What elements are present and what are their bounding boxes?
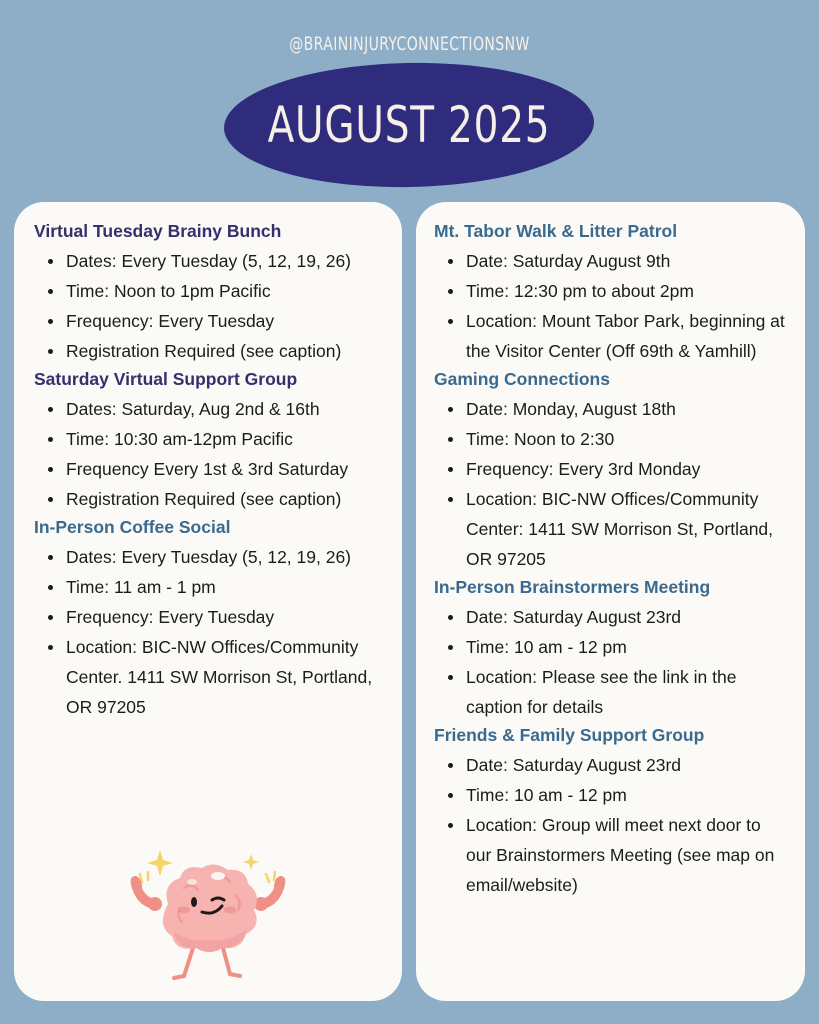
event-friends-family-support-group bbox=[434, 722, 787, 900]
event-gaming-connections bbox=[434, 366, 787, 574]
event-detail: Frequency Every 1st & 3rd Saturday bbox=[66, 454, 384, 484]
event-detail: Time: 11 am - 1 pm bbox=[66, 572, 384, 602]
event-detail: Location: BIC-NW Offices/Community Center: 1411 SW Morrison St, Portland, OR 97205 bbox=[466, 484, 787, 574]
social-handle: @BRAININJURYCONNECTIONSNW bbox=[289, 33, 530, 55]
event-details bbox=[34, 394, 384, 514]
event-detail: Time: 10 am - 12 pm bbox=[466, 632, 787, 662]
event-detail: Time: Noon to 1pm Pacific bbox=[66, 276, 384, 306]
event-detail: Dates: Every Tuesday (5, 12, 19, 26) bbox=[66, 246, 384, 276]
event-saturday-virtual-support-group bbox=[34, 366, 384, 514]
event-in-person-coffee-social bbox=[34, 514, 384, 722]
event-detail: Location: Please see the link in the caption for details bbox=[466, 662, 787, 722]
event-details bbox=[34, 246, 384, 366]
event-detail: Frequency: Every Tuesday bbox=[66, 306, 384, 336]
event-mt-tabor-walk bbox=[434, 218, 787, 366]
event-title: Mt. Tabor Walk & Litter Patrol bbox=[434, 221, 678, 241]
event-title: Saturday Virtual Support Group bbox=[34, 369, 298, 389]
event-details bbox=[434, 602, 787, 722]
event-detail: Date: Saturday August 23rd bbox=[466, 750, 787, 780]
event-details bbox=[34, 542, 384, 722]
event-detail: Time: 10 am - 12 pm bbox=[466, 780, 787, 810]
event-detail: Dates: Every Tuesday (5, 12, 19, 26) bbox=[66, 542, 384, 572]
event-detail: Location: BIC-NW Offices/Community Center. 1411 SW Morrison St, Portland, OR 97205 bbox=[66, 632, 384, 722]
event-title: In-Person Coffee Social bbox=[34, 517, 231, 537]
page-title: AUGUST 2025 bbox=[267, 96, 551, 154]
event-detail: Registration Required (see caption) bbox=[66, 484, 384, 514]
event-virtual-tuesday-brainy-bunch bbox=[34, 218, 384, 366]
event-detail: Registration Required (see caption) bbox=[66, 336, 384, 366]
event-detail: Frequency: Every 3rd Monday bbox=[466, 454, 787, 484]
flexing-brain-mascot-icon bbox=[118, 848, 298, 980]
event-detail: Date: Monday, August 18th bbox=[466, 394, 787, 424]
event-title: Friends & Family Support Group bbox=[434, 725, 705, 745]
event-details bbox=[434, 246, 787, 366]
event-detail: Dates: Saturday, Aug 2nd & 16th bbox=[66, 394, 384, 424]
event-detail: Time: 12:30 pm to about 2pm bbox=[466, 276, 787, 306]
event-title: Gaming Connections bbox=[434, 369, 610, 389]
event-detail: Date: Saturday August 9th bbox=[466, 246, 787, 276]
event-detail: Location: Group will meet next door to our Brainstormers Meeting (see map on email/website) bbox=[466, 810, 787, 900]
event-detail: Time: Noon to 2:30 bbox=[466, 424, 787, 454]
event-detail: Date: Saturday August 23rd bbox=[466, 602, 787, 632]
event-detail: Time: 10:30 am-12pm Pacific bbox=[66, 424, 384, 454]
right-event-card bbox=[416, 202, 805, 1001]
event-title: In-Person Brainstormers Meeting bbox=[434, 577, 711, 597]
event-details bbox=[434, 750, 787, 900]
event-details bbox=[434, 394, 787, 574]
event-brainstormers-meeting bbox=[434, 574, 787, 722]
event-detail: Frequency: Every Tuesday bbox=[66, 602, 384, 632]
event-detail: Location: Mount Tabor Park, beginning at the Visitor Center (Off 69th & Yamhill) bbox=[466, 306, 787, 366]
event-title: Virtual Tuesday Brainy Bunch bbox=[34, 221, 282, 241]
